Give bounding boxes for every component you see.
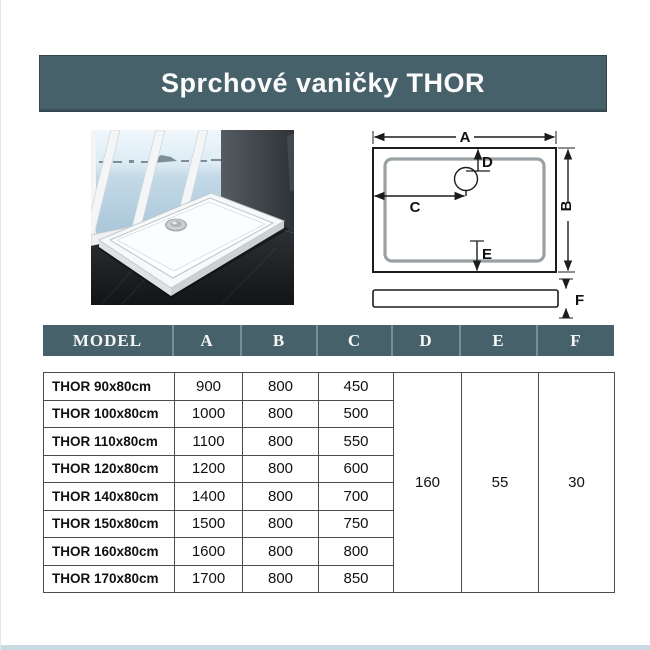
header-cell-a: A [174,325,242,356]
dim-label-d: D [482,154,493,171]
drain [166,219,187,231]
spec-table-header [43,325,614,356]
header-cell-b: B [242,325,318,356]
value-cell-b: 800 [243,400,319,428]
dim-f [559,279,573,318]
spec-table [43,372,615,593]
value-cell-b: 800 [243,373,319,401]
tray-outline-top-view [373,148,556,272]
value-cell-c: 750 [319,510,394,538]
value-cell-b: 800 [243,428,319,456]
header-cell-f: F [570,330,582,350]
value-cell-a: 1100 [175,428,243,456]
dim-label-e: E [482,246,493,263]
dim-label-c: C [409,199,421,216]
value-cell-a: 1200 [175,455,243,483]
value-cell-a: 1700 [175,565,243,593]
page-title: Sprchové vaničky THOR [160,68,486,98]
value-cell-c: 550 [319,428,394,456]
value-cell-a: 1000 [175,400,243,428]
dim-label-b: B [558,200,575,212]
model-cell: THOR 110x80cm [44,428,175,456]
value-cell-c: 850 [319,565,394,593]
table-row [44,373,615,401]
product-image [91,130,294,305]
value-cell-b: 800 [243,510,319,538]
model-cell: THOR 140x80cm [44,483,175,511]
value-cell-b: 800 [243,565,319,593]
value-cell-c: 600 [319,455,394,483]
value-cell-b: 800 [243,483,319,511]
header-cell-c: C [318,325,393,356]
dimension-diagram [363,123,603,323]
model-cell: THOR 160x80cm [44,538,175,566]
shared-value-f: 30 [539,373,615,593]
dim-label-f: F [575,292,585,309]
value-cell-c: 800 [319,538,394,566]
model-cell: THOR 170x80cm [44,565,175,593]
value-cell-c: 500 [319,400,394,428]
value-cell-a: 900 [175,373,243,401]
value-cell-c: 450 [319,373,394,401]
tray-side-view [373,290,558,307]
value-cell-b: 800 [243,538,319,566]
shared-value-d: 160 [394,373,462,593]
value-cell-a: 1500 [175,510,243,538]
header-cell-model: MODEL [43,325,174,356]
value-cell-a: 1400 [175,483,243,511]
header-cell-e: E [461,325,538,356]
model-cell: THOR 100x80cm [44,400,175,428]
value-cell-a: 1600 [175,538,243,566]
shared-value-e: 55 [462,373,539,593]
model-cell: THOR 150x80cm [44,510,175,538]
model-cell: THOR 120x80cm [44,455,175,483]
bottom-edge-strip [1,645,650,650]
value-cell-b: 800 [243,455,319,483]
value-cell-c: 700 [319,483,394,511]
page-title-bar [39,55,607,112]
dim-label-a: A [459,129,471,146]
model-cell: THOR 90x80cm [44,373,175,401]
header-cell-d: D [393,325,461,356]
